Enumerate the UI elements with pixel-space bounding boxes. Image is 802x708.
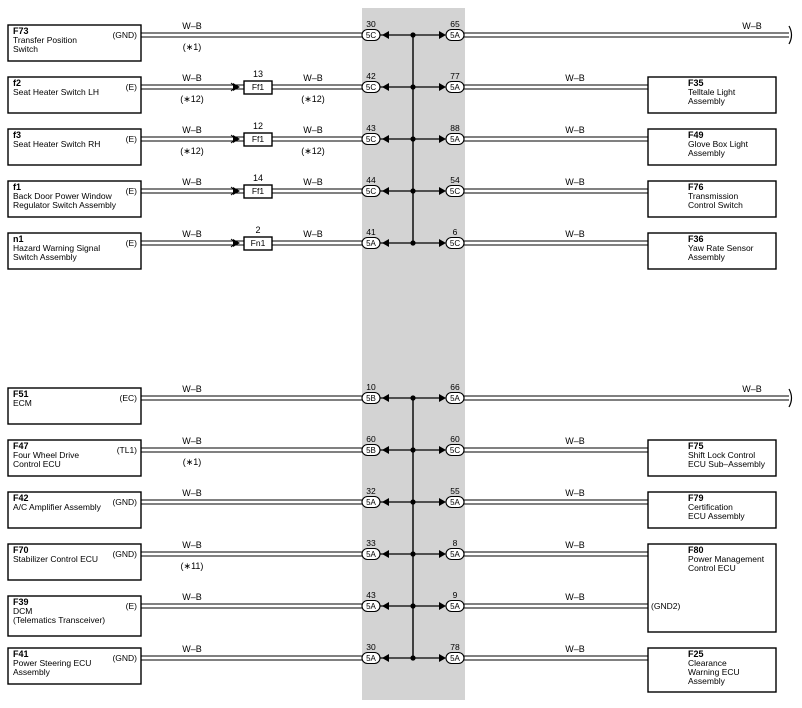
wire-color-label: W–B [182, 21, 202, 31]
left-pin-label: (GND) [112, 30, 137, 40]
wire-note: (∗11) [180, 561, 204, 571]
junction-connector-right-label: 5A [450, 654, 460, 663]
wire-note: (∗12) [180, 94, 204, 104]
left-component-name: Stabilizer Control ECU [13, 554, 99, 564]
right-component-name: Yaw Rate Sensor [688, 243, 754, 253]
wire-color-label: W–B [182, 229, 202, 239]
junction-pin-left: 44 [366, 175, 376, 185]
wire-color-label: W–B [565, 177, 585, 187]
junction-splice-dot [410, 32, 415, 37]
right-component-id: F49 [688, 130, 704, 140]
right-component-name: Control Switch [688, 200, 743, 210]
inline-connector-pin: 12 [252, 121, 264, 131]
left-pin-label: (E) [125, 601, 137, 611]
wire-note: (∗1) [182, 42, 202, 52]
junction-connector-left-label: 5B [366, 394, 376, 403]
right-component-name: Shift Lock Control [688, 450, 756, 460]
right-component-name: ECU Sub–Assembly [688, 459, 766, 469]
left-component-name: Switch [13, 44, 39, 54]
junction-connector-left-label: 5A [366, 498, 376, 507]
junction-pin-right: 6 [452, 227, 458, 237]
wire-note: (∗12) [180, 146, 204, 156]
junction-connector-right-label: 5C [449, 187, 461, 196]
junction-pin-left: 32 [366, 486, 376, 496]
junction-pin-right: 60 [450, 434, 460, 444]
right-component-id: F25 [688, 649, 704, 659]
left-component-name: DCM [13, 606, 33, 616]
right-component-name: Assembly [688, 148, 725, 158]
left-pin-label: (EC) [119, 393, 137, 403]
wire-color-label: W–B [303, 125, 323, 135]
junction-pin-right: 55 [450, 486, 460, 496]
junction-connector-right-label: 5A [450, 550, 460, 559]
left-component-name: Seat Heater Switch RH [13, 139, 101, 149]
right-component-id: F76 [688, 182, 704, 192]
junction-pin-right: 9 [452, 590, 458, 600]
right-component-id: F36 [688, 234, 704, 244]
left-component-id: n1 [13, 234, 24, 244]
junction-splice-dot [410, 136, 415, 141]
left-component-id: F47 [13, 441, 29, 451]
wire-color-label: W–B [565, 644, 585, 654]
junction-pin-right: 54 [450, 175, 460, 185]
wire-break-mark [789, 389, 792, 407]
wire-color-label: W–B [565, 125, 585, 135]
inline-connector-label: Ff1 [251, 186, 265, 196]
left-pin-label: (GND) [112, 549, 137, 559]
wire-color-label: W–B [182, 488, 202, 498]
right-component-name: Transmission [688, 191, 739, 201]
junction-connector-right-label: 5C [449, 239, 461, 248]
junction-connector-left-label: 5A [366, 550, 376, 559]
left-component-name: Switch Assembly [13, 252, 77, 262]
junction-connector-left-label: 5A [366, 602, 376, 611]
wire-note: (∗12) [301, 146, 325, 156]
left-component-name: Regulator Switch Assembly [13, 200, 116, 210]
junction-connector-right-label: 5A [450, 498, 460, 507]
junction-pin-right: 65 [450, 19, 460, 29]
left-component-name: ECM [13, 398, 32, 408]
inline-connector-pin: 14 [252, 173, 264, 183]
right-component-name: Glove Box Light [688, 139, 749, 149]
right-component-name: Assembly [688, 676, 725, 686]
wire-note: (∗1) [182, 457, 202, 467]
left-component-id: F70 [13, 545, 29, 555]
left-component-id: f1 [13, 182, 22, 192]
wire-color-label: W–B [742, 21, 762, 31]
inline-connector-label: Ff1 [251, 82, 265, 92]
left-component-id: F39 [13, 597, 29, 607]
junction-splice-dot [410, 655, 415, 660]
right-component-name: Warning ECU [688, 667, 740, 677]
left-pin-label: (E) [125, 238, 137, 248]
junction-pin-left: 30 [366, 642, 376, 652]
right-component-name: Assembly [688, 96, 725, 106]
left-component-name: Transfer Position [13, 35, 77, 45]
wire-break-mark [789, 26, 792, 44]
wire-color-label: W–B [182, 73, 202, 83]
wire-color-label: W–B [182, 592, 202, 602]
left-component-name: Power Steering ECU [13, 658, 92, 668]
junction-connector-left-label: 5A [366, 239, 376, 248]
wire-color-label: W–B [182, 177, 202, 187]
left-component-id: F51 [13, 389, 29, 399]
wire-row [8, 590, 680, 636]
inline-connector-pin: 13 [252, 69, 264, 79]
wire-color-label: W–B [565, 540, 585, 550]
junction-connector-left-label: 5A [366, 654, 376, 663]
right-component-id: F35 [688, 78, 704, 88]
inline-connector-label: Ff1 [251, 134, 265, 144]
wire-color-label: W–B [182, 125, 202, 135]
wire-color-label: W–B [182, 384, 202, 394]
left-component-name: Back Door Power Window [13, 191, 112, 201]
wire-color-label: W–B [182, 540, 202, 550]
junction-splice-dot [410, 447, 415, 452]
junction-splice-dot [410, 551, 415, 556]
right-component-id: F80 [688, 545, 704, 555]
junction-pin-left: 43 [366, 123, 376, 133]
right-component-name: Power Management [688, 554, 765, 564]
left-pin-label: (E) [125, 82, 137, 92]
wire-color-label: W–B [742, 384, 762, 394]
junction-connector-left-label: 5C [365, 135, 377, 144]
junction-connector-right-label: 5A [450, 602, 460, 611]
junction-connector-right-label: 5C [449, 446, 461, 455]
junction-splice-dot [410, 395, 415, 400]
junction-pin-left: 41 [366, 227, 376, 237]
wire-note: (∗12) [301, 94, 325, 104]
wire-color-label: W–B [565, 229, 585, 239]
left-component-name: A/C Amplifier Assembly [13, 502, 101, 512]
junction-pin-left: 33 [366, 538, 376, 548]
junction-splice-dot [410, 240, 415, 245]
inline-connector-label: Fn1 [250, 238, 266, 248]
junction-pin-left: 43 [366, 590, 376, 600]
junction-pin-right: 8 [452, 538, 458, 548]
left-component-name: Four Wheel Drive [13, 450, 80, 460]
wire-color-label: W–B [182, 644, 202, 654]
junction-connector-right-label: 5A [450, 135, 460, 144]
junction-pin-left: 42 [366, 71, 376, 81]
wire-color-label: W–B [182, 436, 202, 446]
junction-pin-left: 30 [366, 19, 376, 29]
left-component-name: Hazard Warning Signal [13, 243, 101, 253]
junction-connector-right-label: 5A [450, 394, 460, 403]
junction-connector-left-label: 5B [366, 446, 376, 455]
junction-splice-dot [410, 499, 415, 504]
left-component-id: f2 [13, 78, 22, 88]
left-component-id: F41 [13, 649, 29, 659]
right-component-name: Telltale Light [688, 87, 736, 97]
right-component-name: Assembly [688, 252, 725, 262]
junction-pin-left: 60 [366, 434, 376, 444]
junction-pin-right: 66 [450, 382, 460, 392]
inline-connector-pin: 2 [255, 225, 261, 235]
left-component-name: Seat Heater Switch LH [13, 87, 99, 97]
left-pin-label: (TL1) [116, 445, 137, 455]
left-component-name: Assembly [13, 667, 50, 677]
wire-color-label: W–B [565, 73, 585, 83]
junction-pin-right: 78 [450, 642, 460, 652]
right-component-name: Control ECU [688, 563, 736, 573]
right-component-name: ECU Assembly [688, 511, 745, 521]
junction-connector-right-label: 5A [450, 31, 460, 40]
junction-connector-right-label: 5A [450, 83, 460, 92]
left-component-id: F73 [13, 26, 29, 36]
right-component-name: Certification [688, 502, 733, 512]
junction-splice-dot [410, 603, 415, 608]
junction-connector-left-label: 5C [365, 31, 377, 40]
left-pin-label: (GND) [112, 497, 137, 507]
wire-color-label: W–B [303, 229, 323, 239]
left-component-name: Control ECU [13, 459, 61, 469]
junction-pin-right: 88 [450, 123, 460, 133]
junction-splice-dot [410, 84, 415, 89]
wire-color-label: W–B [565, 592, 585, 602]
left-component-id: F42 [13, 493, 29, 503]
junction-splice-dot [410, 188, 415, 193]
right-component-id: F75 [688, 441, 704, 451]
junction-connector-left-label: 5C [365, 83, 377, 92]
left-pin-label: (E) [125, 134, 137, 144]
wire-color-label: W–B [565, 488, 585, 498]
right-pin-label: (GND2) [651, 601, 681, 611]
wire-color-label: W–B [303, 177, 323, 187]
wire-color-label: W–B [565, 436, 585, 446]
junction-pin-right: 77 [450, 71, 460, 81]
right-component-id: F79 [688, 493, 704, 503]
junction-connector-left-label: 5C [365, 187, 377, 196]
wire-color-label: W–B [303, 73, 323, 83]
left-component-name: (Telematics Transceiver) [13, 615, 106, 625]
right-component-name: Clearance [688, 658, 727, 668]
left-component-id: f3 [13, 130, 22, 140]
left-pin-label: (GND) [112, 653, 137, 663]
junction-pin-left: 10 [366, 382, 376, 392]
left-pin-label: (E) [125, 186, 137, 196]
